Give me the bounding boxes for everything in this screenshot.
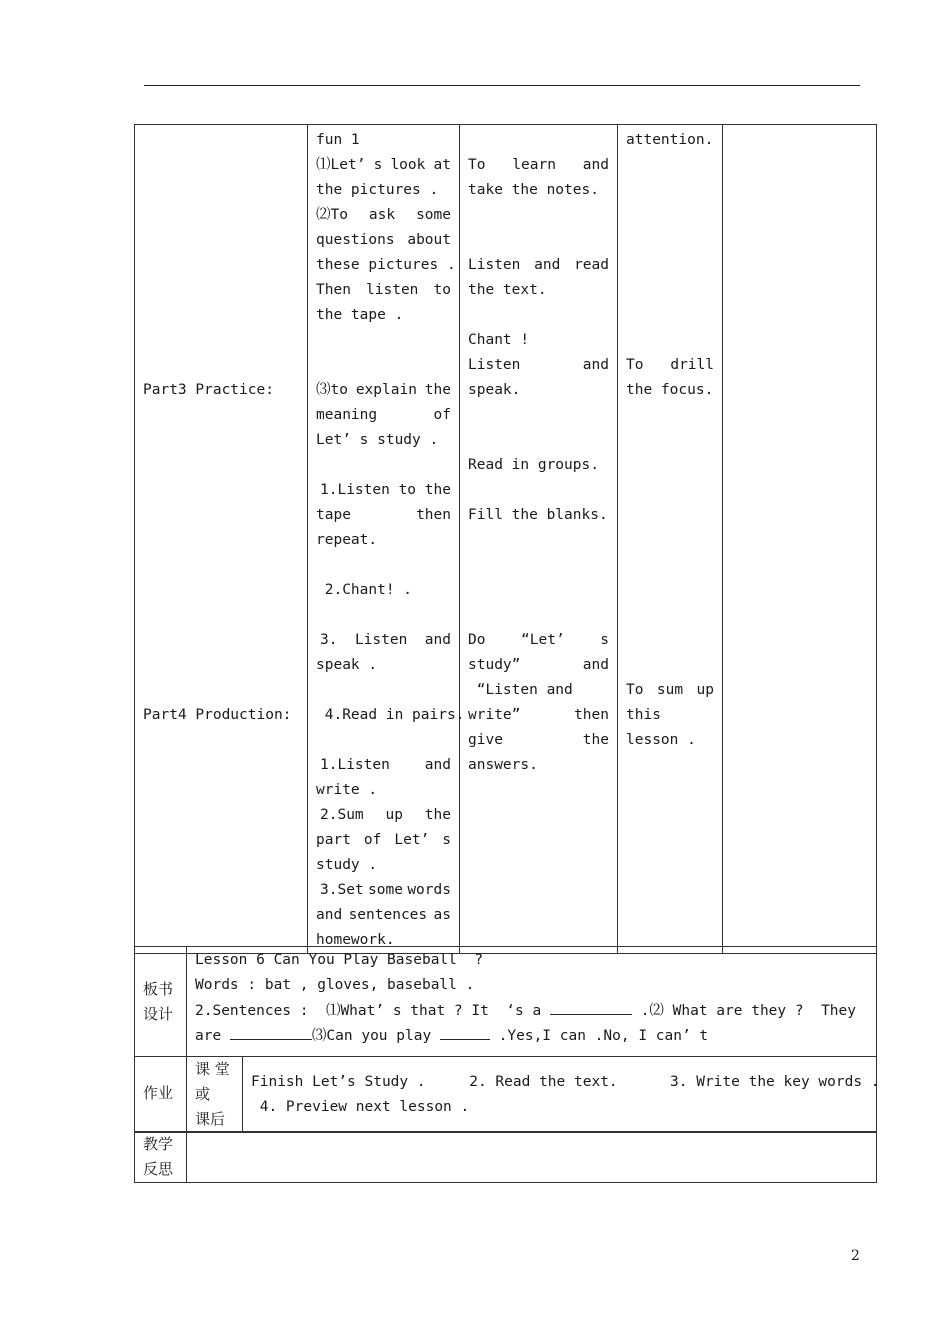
student-activity-line: To learn and [468,157,609,173]
student-activity-line [468,603,609,628]
homework-sub-1: 课 堂 [195,1060,230,1078]
teacher-activity-line: write . [316,782,378,798]
teacher-activity-line [316,678,451,703]
teacher-activity-line: 4.Read in pairs. [316,707,465,723]
purpose-line [626,153,714,178]
purpose-lines [618,125,722,753]
student-activity-line [468,403,609,428]
blank-line [440,1023,490,1040]
purpose-line [626,228,714,253]
purpose-line [626,203,714,228]
teacher-activity-line: homework. [316,932,395,948]
teacher-activity-line: 3.Set some words [320,882,451,898]
student-activity-line: Fill the blanks. [468,507,608,523]
lesson-plan-table [134,124,877,954]
student-activity-line: Chant ! [468,332,530,348]
teacher-activity-line: fun 1 [316,132,360,148]
teacher-activity-line: 1.Listen to the [320,482,451,498]
purpose-line [626,553,714,578]
student-activity-line [468,228,609,253]
purpose-line: the focus. [626,382,714,398]
teacher-activity-lines [308,125,465,953]
teacher-activity-line: 2.Chant! . [316,582,413,598]
board-sentences-line-2: are ⑶Can you play .Yes,I can .No, I can’ t [195,1023,868,1048]
teacher-activity-line [316,553,451,578]
student-activity-line [468,428,609,453]
student-activity-line [468,303,609,328]
teacher-activity-line: speak . [316,657,378,673]
student-activity-line [468,478,609,503]
purpose-line: lesson . [626,732,696,748]
purpose-line [626,653,714,678]
teacher-activity-line [316,453,451,478]
student-activity-line: speak. [468,382,521,398]
purpose-line [626,528,714,553]
purpose-line [626,253,714,278]
teacher-activity-line [316,728,451,753]
homework-line-1: Finish Let’s Study . 2. Read the text. 3. Write the key words . [251,1074,880,1090]
teacher-activity-line: Let’ s study . [316,432,439,448]
student-activity-line: take the notes. [468,182,599,198]
part4-label: Part4 Production: [143,707,292,723]
teacher-activity-line: tape then [316,507,451,523]
board-design-label-2: 设计 [143,1005,174,1023]
teacher-activity-line: the pictures . [316,182,439,198]
reflection-label-1: 教学 [143,1135,174,1153]
teacher-activity-line [316,328,451,353]
notes-column [723,125,877,954]
teacher-activity-line: part of Let’ s [316,832,451,848]
student-activity-line: “Listen and [468,682,573,698]
teacher-activity-line: and sentences as [316,907,451,923]
blank-line [230,1023,312,1040]
purpose-line [626,478,714,503]
student-activity-line [468,578,609,603]
student-activity-line [468,553,609,578]
teacher-activity-line: 3. Listen and [320,632,451,648]
student-activity-line: study” and [468,657,609,673]
purpose-line [626,403,714,428]
teacher-activity-column [308,125,465,954]
stage-column [135,125,308,954]
purpose-line: attention. [626,132,714,148]
teacher-activity-line: ⑴Let’ s look at [316,157,451,173]
student-activity-line: Listen and read [468,257,609,273]
board-design-label-1: 板书 [143,980,174,998]
teacher-activity-line: 1.Listen and [320,757,451,773]
purpose-line: To drill [626,357,714,373]
purpose-line [626,328,714,353]
teacher-activity-line: ⑶to explain the [316,382,451,398]
student-activity-line [468,528,609,553]
teacher-activity-line: ⑵To ask some [316,207,451,223]
student-activity-line: answers. [468,757,538,773]
student-activity-lines [460,125,617,778]
board-lesson-title: Lesson 6 Can You Play Baseball ? [195,952,484,968]
purpose-line: To sum up [626,682,714,698]
purpose-line [626,278,714,303]
purpose-line: this [626,707,661,723]
board-words: Words : bat , gloves, baseball . [195,977,475,993]
page-number: 2 [851,1248,860,1264]
teacher-activity-line [316,353,451,378]
reflection-label-2: 反思 [143,1160,174,1178]
teacher-activity-line: repeat. [316,532,378,548]
purpose-line [626,578,714,603]
homework-sub-3: 课后 [195,1110,226,1128]
teacher-activity-line: meaning of [316,407,451,423]
blank-line [550,998,632,1015]
reflection-table [134,1131,877,1183]
student-activity-line: Listen and [468,357,609,373]
purpose-line [626,303,714,328]
teacher-activity-line: 2.Sum up the [320,807,451,823]
student-activity-line: Do “Let’ s [468,632,609,648]
teacher-activity-line: these pictures . [316,257,456,273]
purpose-column [618,125,723,954]
student-activity-line [468,128,609,153]
teacher-activity-line: questions about [316,232,451,248]
student-activity-line: the text. [468,282,547,298]
homework-table [134,1056,880,1133]
homework-line-2: 4. Preview next lesson . [251,1099,470,1115]
purpose-line [626,178,714,203]
student-activity-line: write” then [468,707,609,723]
homework-sub-2: 或 [195,1085,211,1103]
reflection-content [187,1132,877,1183]
student-activity-line: give the [468,732,609,748]
student-activity-line [468,203,609,228]
student-activity-line: Read in groups. [468,457,599,473]
header-rule [144,85,860,86]
board-sentences-line: 2.Sentences : ⑴What’ s that ? It ‘s a .⑵ What are they ? They [195,998,868,1023]
purpose-line [626,503,714,528]
teacher-activity-line: Then listen to [316,282,451,298]
teacher-activity-line: study . [316,857,378,873]
purpose-line [626,428,714,453]
purpose-line [626,453,714,478]
teacher-activity-line [316,603,451,628]
teacher-activity-line: the tape . [316,307,404,323]
purpose-line [626,628,714,653]
student-activity-column [460,125,618,954]
homework-label: 作业 [143,1084,174,1102]
part3-label: Part3 Practice: [143,382,274,398]
purpose-line [626,603,714,628]
board-design-table [134,946,877,1057]
